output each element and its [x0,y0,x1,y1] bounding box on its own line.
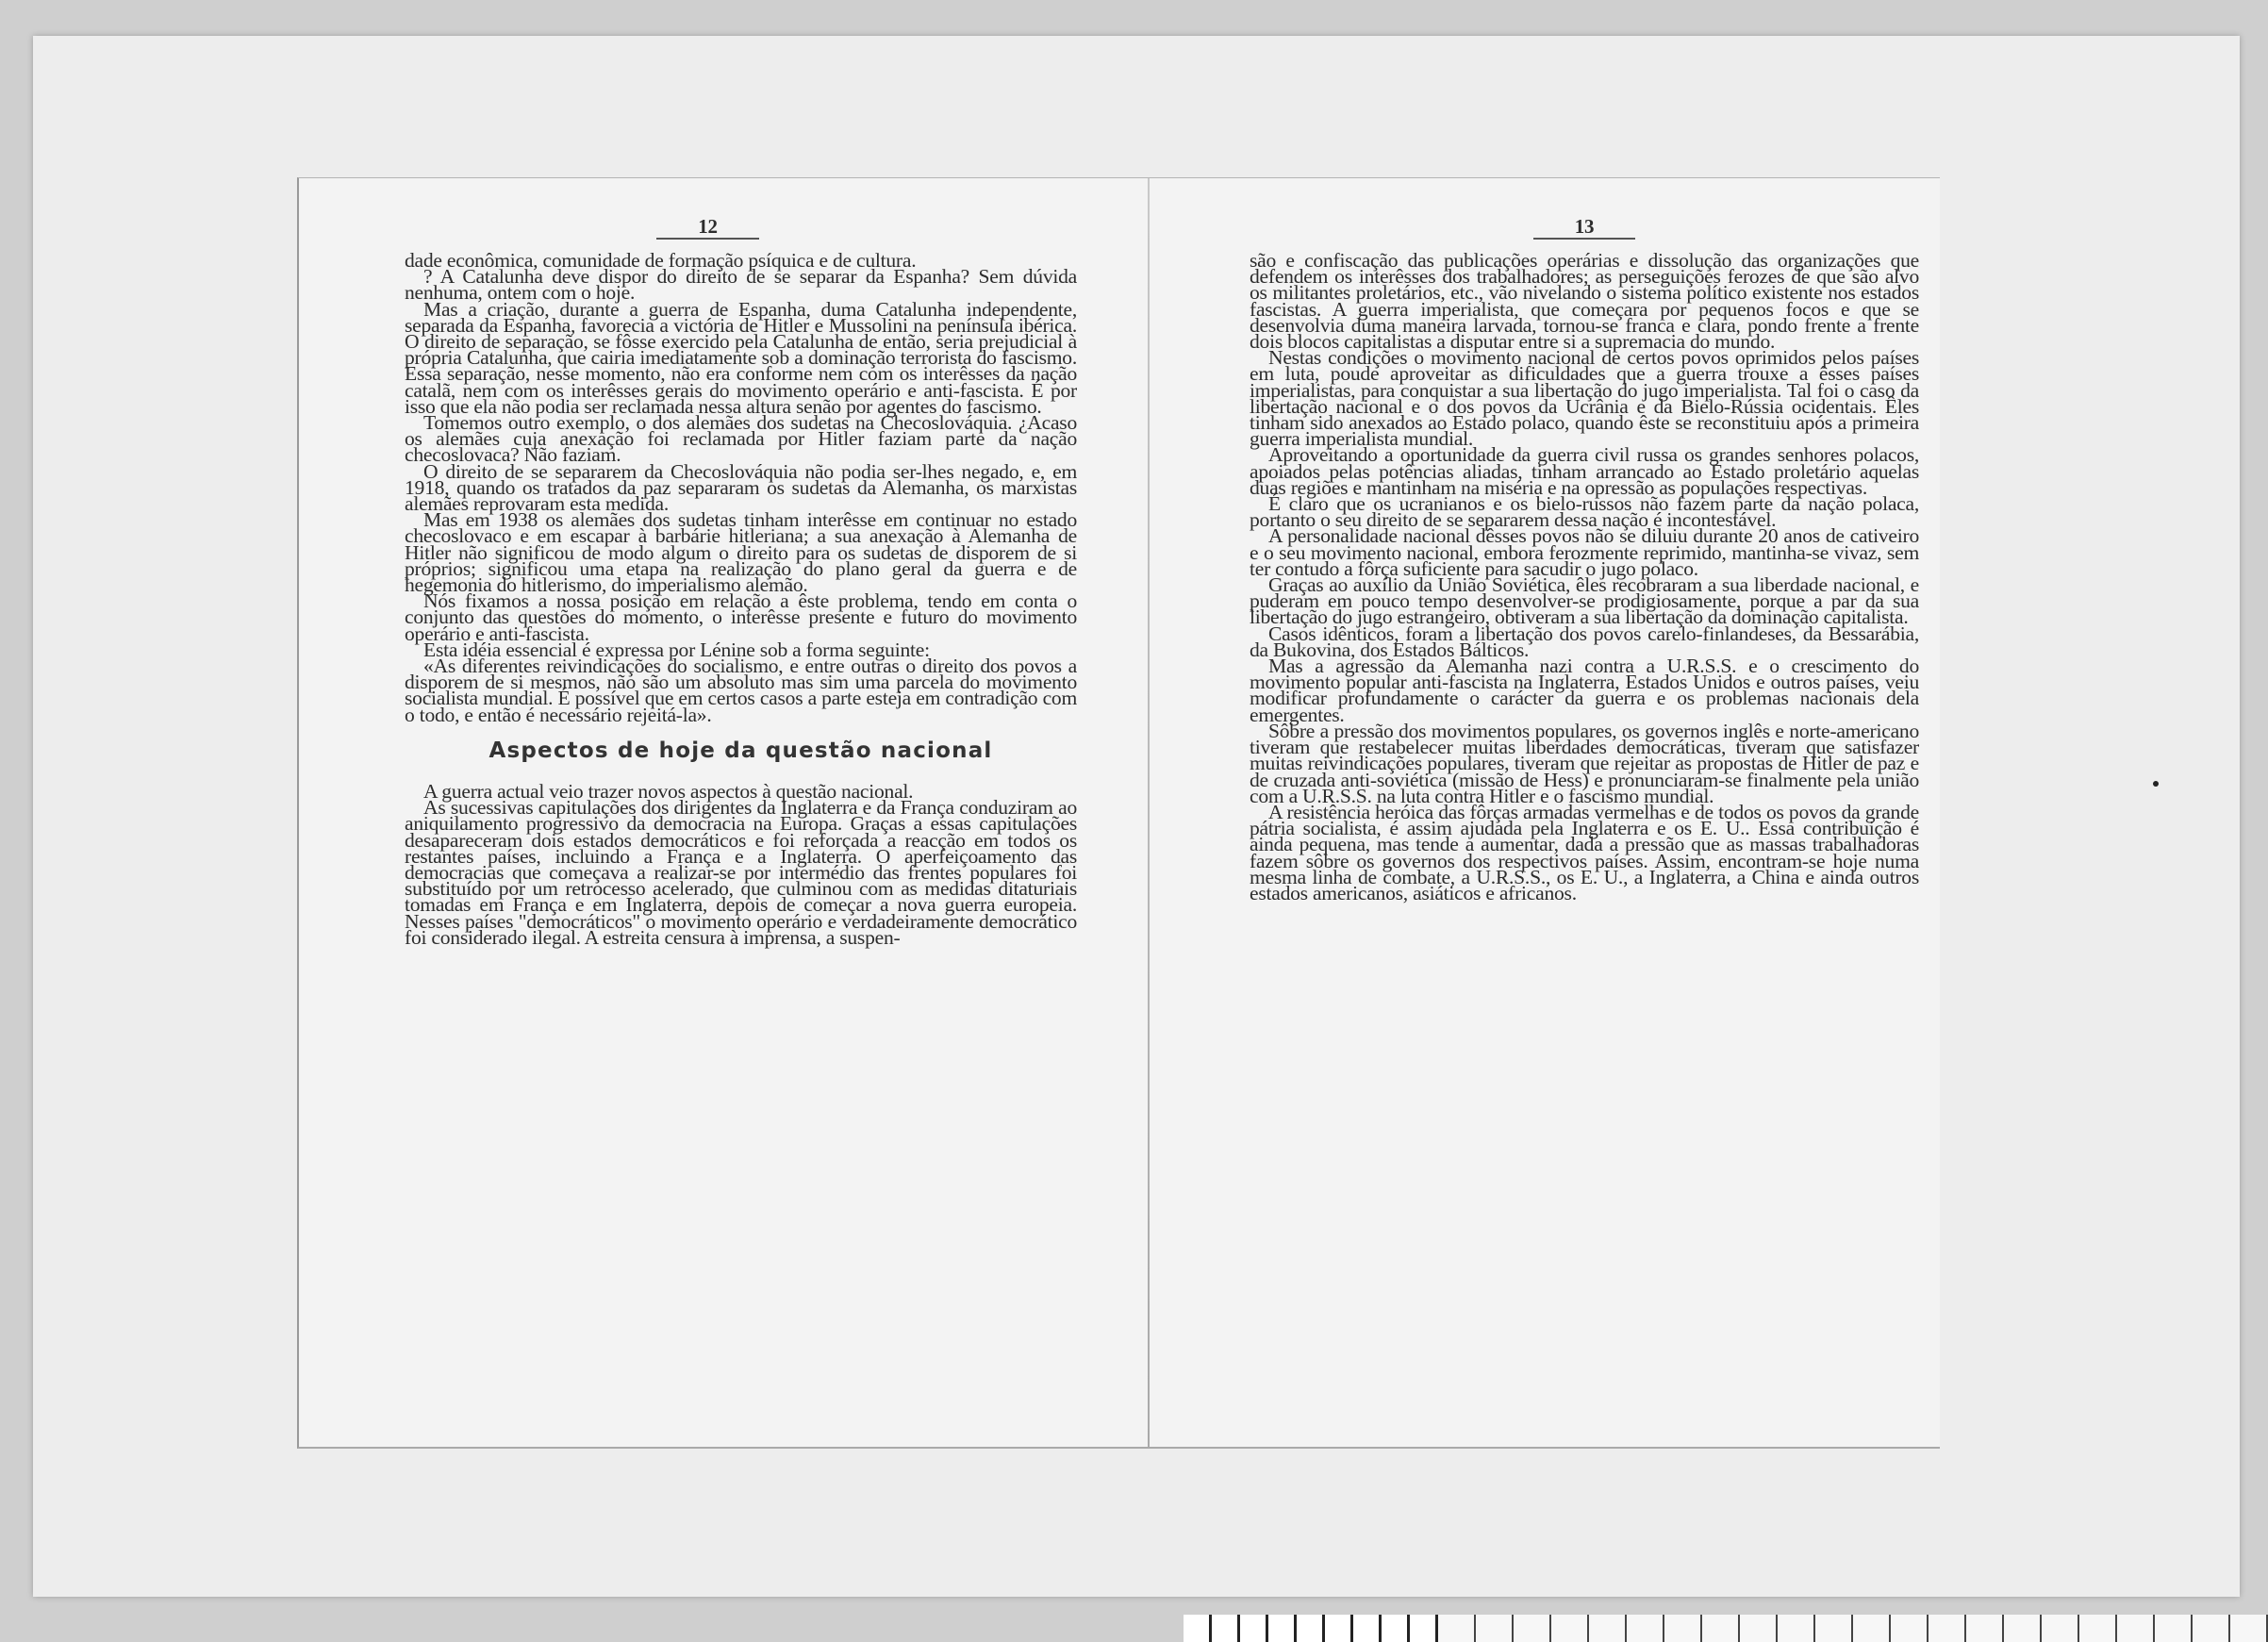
paragraph: Tomemos outro exemplo, o dos alemães dos sudetas na Checoslováquia. ¿Acaso os alemães cuja anexação foi reclamada por Hitler faziam parte da nação checoslovaca? Não faziam. [405,411,1077,467]
page-number-right: 13 [1250,216,1919,240]
paragraph: Aproveitando a oportunidade da guerra civil russa os grandes senhores polacos, apoiados pelas potências aliadas, tinham arrancado ao Estado proletário aquelas duas regiões e mantinham na miséria e na opressão as populações respectivas. [1250,443,1919,499]
book-spread [297,177,1940,1449]
paragraph: Esta idéia essencial é expressa por Lénine sob a forma seguinte: [423,638,930,661]
right-page-body [1250,249,1919,904]
section-heading: Aspectos de hoje da questão nacional [488,738,993,763]
paragraph: A resistência heróica das fôrças armadas vermelhas e de todos os povos da grande pátria socialista, é assim ajudada pela Inglaterra e os E. U.. Essa contribuição é ainda pequena, mas tende a aumentar, dada a pressão que as massas trabalhadoras fazem sôbre os governos dos respectivos países. Assim, encontram-se hoje numa mesma linha de combate, a U.R.S.S., os E. U., a Inglaterra, a China e ainda outros estados americanos, asiáticos e africanos. [1250,800,1919,904]
paragraph: Nestas condições o movimento nacional de certos povos oprimidos pelos países em luta, poude aproveitar as dificuldades que a guerra trouxe a êsses países imperialistas, para conquistar a sua libertação do jugo imperialista. Tal foi o caso da libertação nacional e o dos povos da Ucrânia e da Bielo-Rússia ocidentais. Êles tinham sido anexados ao Estado polaco, quando êste se reconstituiu após a primeira guerra imperialista mundial. [1250,346,1919,451]
paragraph: são e confiscação das publicações operárias e dissolução das organizações que defendem os interêsses dos trabalhadores; as perseguições ferozes de que são alvo os militantes proletários, etc., vão nivelando o sistema político existente nos estados fascistas. A guerra imperialista, que começara por pequenos focos e que se desenvolvia duma maneira larvada, tornou-se franca e clara, pondo frente a frente dois blocos capitalistas a disputar entre si a supremacia do mundo. [1250,249,1919,354]
paragraph: Casos idênticos, foram a libertação dos povos carelo-finlandeses, da Bessarábia, da Bukovina, dos Estados Bálticos. [1250,622,1919,661]
paragraph: dade econômica, comunidade de formação psíquica e de cultura. [405,249,917,272]
paragraph: Mas a criação, durante a guerra de Espanha, duma Catalunha independente, separada da Espanha, favorecia a victória de Hitler e Mussolini na península ibérica. O direito de separação, se fôsse exercido pela Catalunha de então, seria prejudicial à própria Catalunha, que cairia imediatamente sob a dominação terrorista do fascismo. Essa separação, nesse momento, não era conforme nem com os interêsses da nação catalã, nem com os interêsses gerais do movimento operário e anti-fascista. É por isso que ela não podia ser reclamada nessa altura senão por agentes do fascismo. [405,297,1077,418]
paragraph: ? A Catalunha deve dispor do direito de se separar da Espanha? Sem dúvida nenhuma, ontem com o hoje. [405,265,1077,305]
right-page [1250,216,1919,902]
dust-speck [2153,781,2159,787]
paragraph: O direito de se separarem da Checoslováquia não podia ser-lhes negado, e, em 1918, quando os tratados da paz separaram os sudetas da Alemanha, os marxistas alemães reprovaram esta medida. [405,459,1077,516]
photographic-print [33,36,2240,1597]
left-page [405,215,1077,949]
paragraph: Mas em 1938 os alemães dos sudetas tinham interêsse em continuar no estado checoslovaco e em escapar à barbárie hitleriana; a sua anexação à Alemanha de Hitler não significou de modo algum o direito para os sudetas de disporem de si próprios; significou uma etapa na realização do plano geral da guerra e de hegemonia do hitlerismo, do imperialismo alemão. [405,508,1077,597]
paragraph: Sôbre a pressão dos movimentos populares, os governos inglês e norte-americano tiveram que restabelecer muitas liberdades democráticas, tiveram que satisfazer muitas reivindicações populares, tiveram que rejeitar as propostas de Hitler de paz e de cruzada anti-soviética (missão de Hess) e pronunciaram-se finalmente pela união com a U.R.S.S. na luta contra Hitler e o fascismo mundial. [1250,719,1919,807]
left-page-body [405,249,1077,726]
scale-ruler-ticks [1438,1615,2268,1642]
paragraph: É claro que os ucranianos e os bielo-russos não fazem parte da nação polaca, portanto o seu direito de se separarem dessa nação é incontestável. [1250,492,1919,532]
paragraph: Mas a agressão da Alemanha nazi contra a U.R.S.S. e o crescimento do movimento popular anti-fascista na Inglaterra, Estados Unidos e outros países, veiu modificar profundamente o carácter da guerra e os problemas nacionais dela emergentes. [1250,655,1919,726]
page-number-left: 12 [339,216,1077,240]
paragraph: «As diferentes reivindicações do socialismo, e entre outras o direito dos povos a disporem de si mesmos, não são um absoluto mas sim uma parcela do movimento socialista mundial. É possível que em certos casos a parte esteja em contradição com o todo, e então é necessário rejeitá-la». [405,655,1077,726]
paragraph: Graças ao auxílio da União Soviética, êles recobraram a sua liberdade nacional, e puderam em pouco tempo desenvolver-se prodigiosamente, porque a par da sua libertação do jugo estrangeiro, obtiveram a sua libertação da dominação capitalista. [1250,573,1919,629]
page-gutter [1148,178,1150,1447]
paragraph: A personalidade nacional dêsses povos não se diluiu durante 20 anos de cativeiro e o seu movimento nacional, embora ferozmente reprimido, mantinha-se vivaz, sem ter contudo a fôrça suficiente para sacudir o jugo polaco. [1250,524,1919,580]
paragraph: Nós fixamos a nossa posição em relação a êste problema, tendo em conta o conjunto das questões do momento, o interêsse presente e futuro do movimento operário e anti-fascista. [405,589,1077,645]
paragraph: As sucessivas capitulações dos dirigentes da Inglaterra e da França conduziram ao aniquilamento progressivo da democracia na Europa. Graças a essas capitulações desapareceram dois estados democráticos e foi reforçada a reacção em todos os restantes países, incluindo a França e a Inglaterra. O aperfeiçoamento das democracias que começava a realizar-se por intermédio das frentes populares foi substituído por um retrocesso acelerado, que culminou com as medidas ditaturiais tomadas em França e em Inglaterra, depois de começar a nova guerra europeia. Nesses países "democráticos" o movimento operário e verdadeiramente democrático foi considerado ilegal. A estreita censura à imprensa, a suspen- [405,796,1077,949]
scale-ruler [1184,1615,2268,1642]
paragraph: A guerra actual veio trazer novos aspectos à questão nacional. [423,779,914,803]
left-page-body-continued [405,779,1077,949]
